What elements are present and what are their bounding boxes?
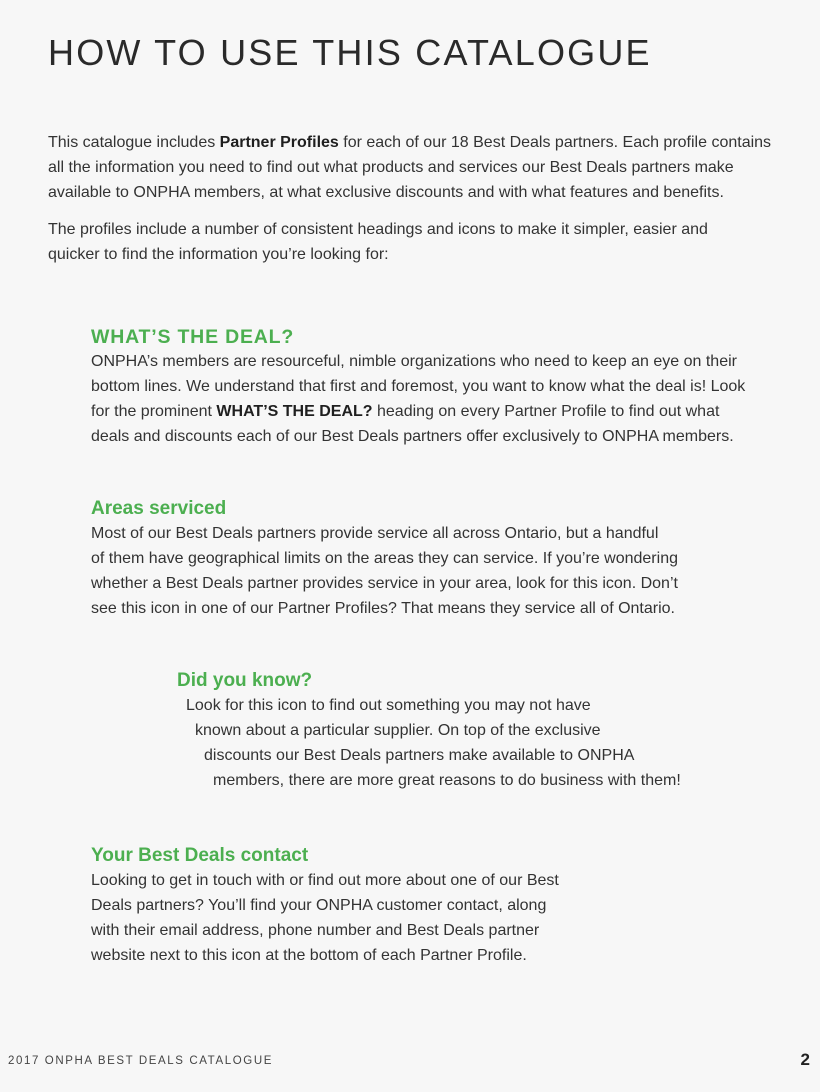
dyk-heading: Did you know? [177, 670, 313, 691]
deal-line-2: bottom lines. We understand that first and foremost, you want to know what the deal is! Look [91, 378, 746, 395]
intro-p1-line3: available to ONPHA members, at what exclusive discounts and with what features and benefits. [48, 184, 724, 201]
section-areas-serviced [91, 497, 751, 621]
deal-line-3-after: heading on every Partner Profile to find out what [372, 403, 720, 420]
intro-p1-line1-after: for each of our 18 Best Deals partners. Each profile contains [338, 134, 772, 151]
areas-line-2: of them have geographical limits on the areas they can service. If you’re wondering [91, 550, 678, 567]
dyk-line-1: Look for this icon to find out something you may not have [186, 697, 591, 714]
intro-paragraph-2 [48, 217, 788, 267]
areas-heading: Areas serviced [91, 498, 227, 519]
intro-p1-line2: all the information you need to find out what products and services our Best Deals partners make [48, 159, 734, 176]
deal-line-1: ONPHA’s members are resourceful, nimble organizations who need to keep an eye on their [91, 353, 737, 370]
footer-catalogue-title: 2017 ONPHA BEST DEALS CATALOGUE [8, 1055, 273, 1067]
contact-line-4: website next to this icon at the bottom of each Partner Profile. [91, 947, 527, 964]
areas-line-4: see this icon in one of our Partner Profiles? That means they service all of Ontario. [91, 600, 675, 617]
deal-heading: WHAT’S THE DEAL? [91, 326, 295, 348]
section-did-you-know [177, 669, 737, 793]
intro [48, 130, 788, 279]
dyk-line-4: members, there are more great reasons to do business with them! [213, 772, 681, 789]
contact-line-1: Looking to get in touch with or find out more about one of our Best [91, 872, 559, 889]
deal-line-3-bold: WHAT’S THE DEAL? [216, 403, 373, 420]
deal-line-3 [91, 399, 781, 424]
section-best-deals-contact [91, 844, 651, 968]
intro-paragraph-1 [48, 130, 788, 205]
dyk-line-3: discounts our Best Deals partners make available to ONPHA [204, 747, 635, 764]
intro-p2-line2: quicker to find the information you’re looking for: [48, 246, 389, 263]
areas-line-1: Most of our Best Deals partners provide service all across Ontario, but a handful [91, 525, 659, 542]
intro-p2-line1: The profiles include a number of consistent headings and icons to make it simpler, easier and [48, 221, 708, 238]
areas-line-3: whether a Best Deals partner provides service in your area, look for this icon. Don’t [91, 575, 678, 592]
contact-heading: Your Best Deals contact [91, 845, 309, 866]
contact-line-2: Deals partners? You’ll find your ONPHA customer contact, along [91, 897, 547, 914]
intro-p1-before: This catalogue includes [48, 134, 220, 151]
deal-line-4: deals and discounts each of our Best Deals partners offer exclusively to ONPHA members. [91, 428, 734, 445]
deal-line-3-before: for the prominent [91, 403, 217, 420]
page-number: 2 [800, 1050, 810, 1069]
partner-profiles-emphasis: Partner Profiles [219, 134, 339, 151]
contact-line-3: with their email address, phone number and Best Deals partner [91, 922, 540, 939]
page-title: HOW TO USE THIS CATALOGUE [48, 32, 652, 73]
dyk-line-2: known about a particular supplier. On top of the exclusive [195, 722, 601, 739]
section-whats-the-deal [91, 325, 781, 449]
